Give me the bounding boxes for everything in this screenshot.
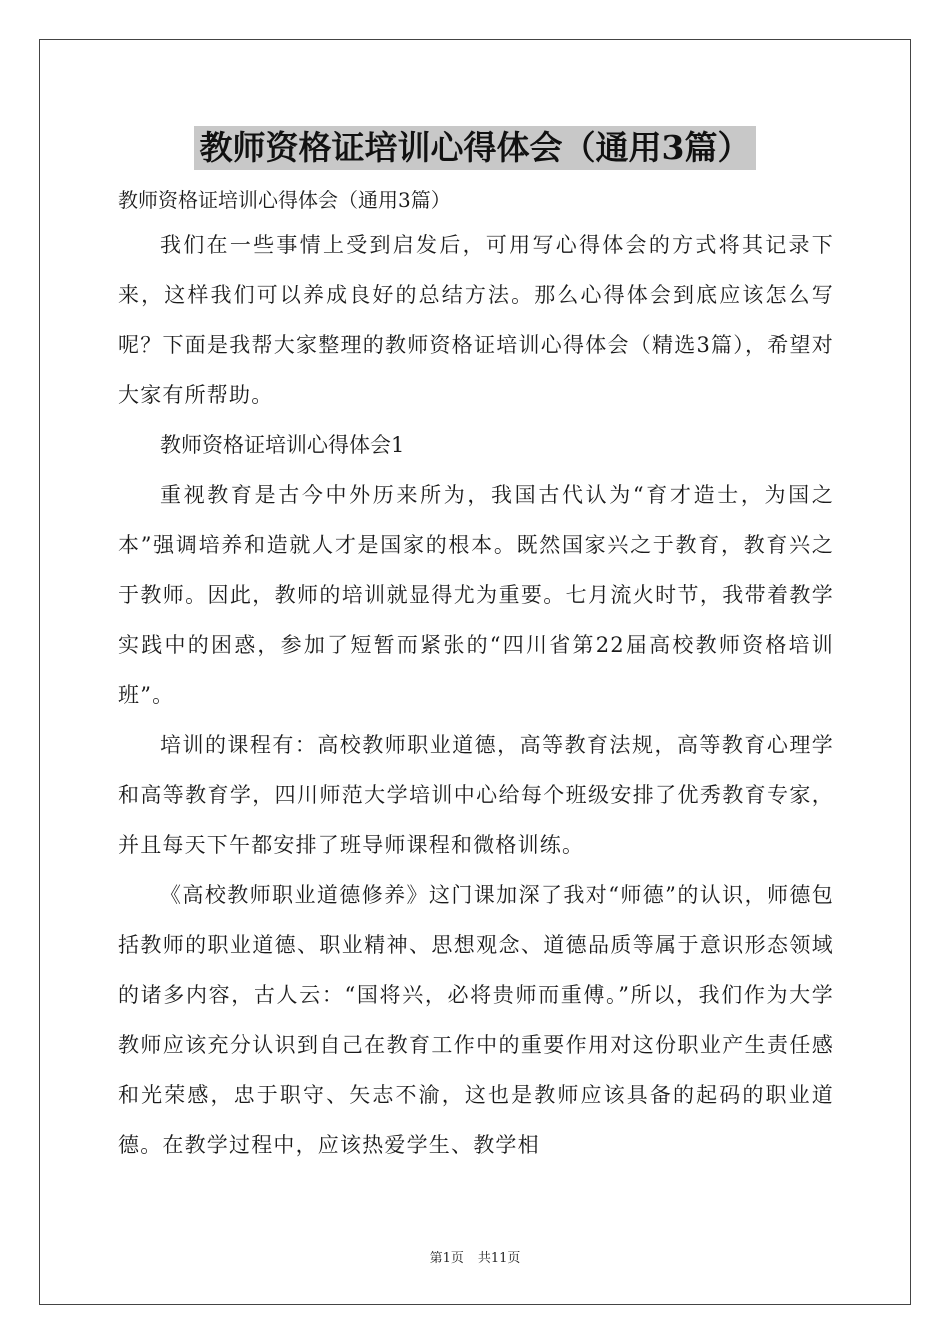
paragraph-ethics: 《高校教师职业道德修养》这门课加深了我对“师德”的认识，师德包括教师的职业道德、职业精神、思想观念、道德品质等属于意识形态领域的诸多内容，古人云：“国将兴，必将贵师而重傅。”所以，我们作为大学教师应该充分认识到自己在教育工作中的重要作用对这份职业产生责任感和光荣感，忠于职守、矢志不渝，这也是教师应该具备的起码的职业道德。在教学过程中，应该热爱学生、教学相 <box>118 883 834 1157</box>
page-total: 共11页 <box>477 1251 521 1266</box>
document-subtitle: 教师资格证培训心得体会（通用3篇） <box>118 188 451 212</box>
document-title: 教师资格证培训心得体会（通用3篇） <box>194 126 757 170</box>
page-number: 第1页 <box>429 1251 464 1266</box>
paragraph-courses: 培训的课程有：高校教师职业道德，高等教育法规，高等教育心理学和高等教育学，四川师范大学培训中心给每个班级安排了优秀教育专家，并且每天下午都安排了班导师课程和微格训练。 <box>118 733 834 857</box>
page-footer <box>0 1247 950 1266</box>
title-container <box>0 126 950 170</box>
document-body <box>118 180 834 1170</box>
paragraph-education: 重视教育是古今中外历来所为，我国古代认为“育才造士，为国之本”强调培养和造就人才是国家的根本。既然国家兴之于教育，教育兴之于教师。因此，教师的培训就显得尤为重要。七月流火时节，我带着教学实践中的困惑，参加了短暂而紧张的“四川省第22届高校教师资格培训班”。 <box>118 483 834 707</box>
paragraph-intro: 我们在一些事情上受到启发后，可用写心得体会的方式将其记录下来，这样我们可以养成良好的总结方法。那么心得体会到底应该怎么写呢？下面是我帮大家整理的教师资格证培训心得体会（精选3篇），希望对大家有所帮助。 <box>118 233 834 407</box>
section-heading-1: 教师资格证培训心得体会1 <box>160 433 405 457</box>
